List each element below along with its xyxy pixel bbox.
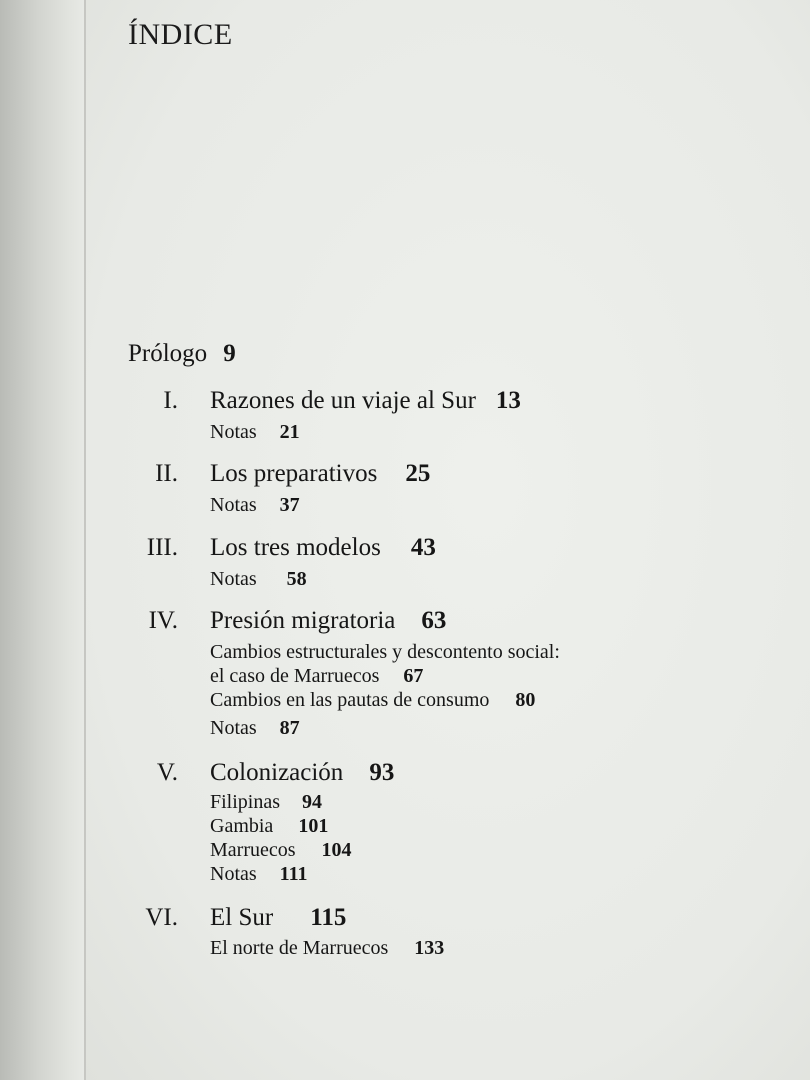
entry-label: Cambios estructurales y descontento social:	[210, 641, 560, 663]
chapter-numeral: I.	[163, 387, 178, 414]
toc-entry	[210, 838, 352, 862]
entry-page: 37	[279, 494, 300, 516]
entry-page: 80	[515, 689, 536, 711]
chapter-numeral: III.	[146, 534, 178, 561]
page-title: ÍNDICE	[128, 18, 233, 51]
chapter-page: 43	[410, 534, 436, 561]
toc-chapter-title	[210, 606, 446, 636]
toc-entry	[210, 567, 307, 591]
toc-entry	[210, 814, 328, 838]
entry-page: 87	[279, 717, 300, 739]
chapter-numeral: II.	[155, 460, 178, 487]
entry-label: El norte de Marruecos	[210, 937, 389, 959]
toc-prologue-label: Prólogo	[128, 340, 208, 367]
chapter-numeral: V.	[156, 759, 178, 786]
chapter-title-text: Los tres modelos	[210, 534, 381, 561]
entry-label: el caso de Marruecos	[210, 665, 380, 687]
chapter-page: 13	[495, 387, 521, 414]
toc-prologue-page: 9	[223, 340, 236, 367]
entry-page: 133	[414, 937, 445, 959]
toc-entry	[210, 640, 560, 664]
toc-chapter-title	[210, 386, 521, 416]
chapter-title-text: Colonización	[210, 759, 344, 786]
chapter-title-text: El Sur	[210, 904, 274, 931]
entry-label: Marruecos	[210, 839, 296, 861]
toc-entry	[210, 862, 307, 886]
chapter-title-text: Razones de un viaje al Sur	[210, 387, 476, 414]
entry-label: Notas	[210, 863, 257, 885]
toc-entry	[210, 790, 322, 814]
toc-chapter-title	[210, 903, 346, 933]
toc-entry	[210, 493, 300, 517]
toc-chapter-title	[210, 459, 430, 489]
chapter-title-text: Presión migratoria	[210, 607, 396, 634]
entry-label: Notas	[210, 494, 257, 516]
entry-label: Cambios en las pautas de consumo	[210, 689, 490, 711]
toc-entry	[210, 716, 300, 740]
chapter-numeral: IV.	[148, 607, 178, 634]
toc-prologue	[128, 339, 236, 369]
entry-label: Notas	[210, 568, 257, 590]
chapter-page: 93	[369, 759, 395, 786]
chapter-page: 115	[310, 904, 347, 931]
entry-page: 111	[279, 863, 308, 885]
entry-page: 21	[279, 421, 300, 443]
toc-chapter-title	[210, 533, 436, 563]
page-edge	[84, 0, 86, 1080]
toc-chapter-title	[210, 758, 394, 788]
toc-entry	[210, 420, 300, 444]
entry-label: Notas	[210, 421, 257, 443]
chapter-page: 63	[421, 607, 447, 634]
book-gutter	[0, 0, 88, 1080]
chapter-numeral: VI.	[145, 904, 178, 931]
entry-label: Filipinas	[210, 791, 281, 813]
entry-label: Gambia	[210, 815, 274, 837]
entry-label: Notas	[210, 717, 257, 739]
entry-page: 94	[302, 791, 323, 813]
toc-entry	[210, 688, 535, 712]
entry-page: 104	[321, 839, 352, 861]
toc-entry	[210, 936, 444, 960]
entry-page: 67	[403, 665, 424, 687]
toc-entry	[210, 664, 423, 688]
chapter-title-text: Los preparativos	[210, 460, 378, 487]
book-page	[86, 0, 810, 1080]
entry-page: 101	[298, 815, 329, 837]
chapter-page: 25	[405, 460, 431, 487]
entry-page: 58	[286, 568, 307, 590]
